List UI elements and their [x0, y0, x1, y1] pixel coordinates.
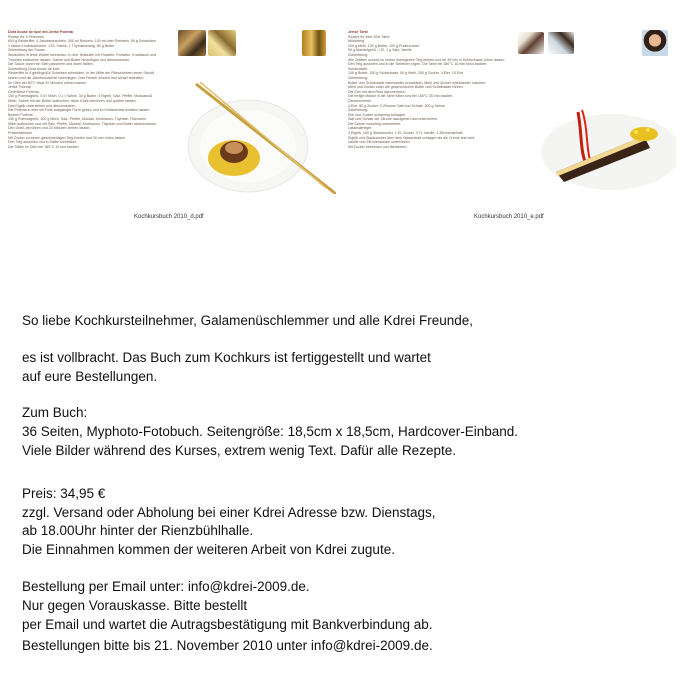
recipe-text-line: Zubereitung der Sauce:: [8, 48, 46, 53]
recipe-text-line: Die Polenta in eine mit Folie ausgelegte Form geben und im Kühlschrank erkalten lassen.: [8, 108, 151, 113]
ingredients-photo-2: [208, 30, 236, 56]
recipe-text-line: Zubereitung:: [348, 75, 369, 80]
recipe-text-line: Mit Zucker zu einem geschmeidigen Teig kneten und 30 min ruhen lassen.: [8, 135, 127, 140]
order-line-1: Bestellung per Email unter: info@kdrei-2009.de.: [22, 578, 310, 594]
plated-dessert-photo-e: [516, 64, 676, 194]
recipe-text-line: Mehl und Zucker unter die geschmolzene Butter und Schokolade rühren.: [348, 85, 464, 90]
recipe-text-line: setzen und die Jakobsmuschel hineinlegen. Das Fleisch würzen und scharf anbraten.: [8, 75, 144, 80]
plated-dish-photo-d: [176, 60, 336, 194]
recipe-text-line: Die Sahne vorsichtig unterheben.: [348, 121, 402, 126]
recipe-text-line: 150 g Polentagrieß, 300 g Milch, Salz, Pfeffer, Muskat, Knoblauch, Thymian, Rosmarin: [8, 117, 146, 122]
recipe-text-line: Saft und Schale der Zitrone dazugeben und unterrühren.: [348, 117, 439, 122]
recipe-text-line: Die Stäbe im Ofen bei 180°C 10 min backen.: [8, 144, 80, 149]
order-line-3: per Email und wartet die Autragsbestätigung mit Bankverbindung ab.: [22, 616, 433, 632]
recipe-text-line: Beeten Polenta: [8, 112, 33, 117]
recipe-text-line: Zubereitung Dora bouse de luxe:: [8, 66, 61, 71]
recipe-text-line: Vanille und Zitronenschale unterrühren.: [348, 140, 411, 145]
announce-line-1: es ist vollbracht. Das Buch zum Kochkurs ist fertiggestellt und wartet: [22, 349, 431, 365]
ingredients-photo-1: [178, 30, 206, 56]
recipe-text-line: Schokotarte: [348, 66, 368, 71]
recipe-text-line: Butter und Schokolade miteinander schmelzen. Mehl und Zucker miteinander mischen.: [348, 80, 487, 85]
recipe-text-line: Zubereitung:: [348, 52, 369, 57]
book-line-2: Viele Bilder während des Kurses, extrem wenig Text. Dafür alle Rezepte.: [22, 442, 456, 458]
shipping-line-2: ab 18.00Uhr hinter der Rienzbühlhalle.: [22, 523, 254, 539]
deadline-line: Bestellungen bitte bis 21. November 2010 unter info@kdrei-2009.de.: [22, 638, 433, 654]
recipe-text-line: Milch aufkochen und mit Salz, Pfeffer, Muskat, Knoblauch, Thymian und Butter abschmecken.: [8, 121, 158, 126]
recipe-text-line: Die Eier mit dem Rest dazunehmen.: [348, 89, 406, 94]
recipe-text-line: Rinderfilet in 4 gleichgroße Scheiben schneiden. In der Mitte der Filetscheiben einen Schnitt: [8, 71, 155, 76]
book-line-1: 36 Seiten, Myphoto-Fotobuch. Seitengröße: 18,5cm x 18,5cm, Hardcover-Einband.: [22, 424, 519, 440]
ingredients-photo-3: [302, 30, 326, 56]
pdf-thumbnail-e[interactable]: [346, 24, 676, 199]
recipe-text-line: Schalotten in feine Würfel schneiden. In drei Teilstufen mit Rotwein, Portwein, Knoblauch und: [8, 52, 157, 57]
recipe-text-line: Im Ofen bei 80°C etwa 20 Minuten ziehen lassen.: [8, 80, 87, 85]
recipe-text-line: Thymian einkochen lassen. Sahne und Butter hinzufügen und abschmecken.: [8, 57, 131, 62]
price-line: Preis: 34,95 €: [22, 485, 106, 501]
recipe-text-line: Lakkeuleriegel: [348, 126, 372, 131]
order-line-2: Nur gegen Vorauskasse. Bitte bestellt: [22, 597, 248, 613]
recipe-text-line: Den Teig ausrollen und in die Tarteform legen. Die Tarte bei 180°C 15 min blind backen.: [348, 62, 488, 67]
recipe-text-line: Zubereitung:: [348, 108, 369, 113]
book-heading: Zum Buch:: [22, 405, 88, 421]
ingredients-photo-4: [518, 32, 544, 54]
pdf-caption-d: Kochkursbuch 2010_d.pdf: [134, 214, 204, 220]
recipe-text-line: Milch, Sahne mit der Butter aufkochen, dann Gries einrühren und quellen lassen.: [8, 98, 137, 103]
recipe-text-e: [348, 30, 513, 149]
recipe-text-line: 150 g Polentagrieß, 0,5 l Milch, 0,1 l Sahne, 30 g Butter, 4 Eigelb, Salz, Pfeffer, Muskatnuß: [8, 94, 153, 99]
recipe-text-line: Den Teig ausrollen und in Stäbe schneiden.: [8, 140, 78, 145]
recipe-text-line: 3 Eigelb, 150 g Staubzucker, 1 EL Zucker, 3 TL Vanille, 1 Zitronenschale: [348, 131, 463, 136]
recipe-text-line: Rezept für 4 Personen: [8, 34, 44, 39]
recipe-text-line: Das Eigelb unterziehen und abschmecken.: [8, 103, 77, 108]
recipe-text-line: Präsentationen: [8, 131, 33, 136]
recipe-text-line: Den Grieß einrühren und 20 Minuten ziehen lassen.: [8, 126, 91, 131]
recipe-text-line: Die Sauce durch ein Sieb passieren und warm halten.: [8, 62, 94, 67]
recipe-text-line: Dora bouse de luxe mit Jerisé Polenta: [8, 30, 73, 34]
shipping-line-1: zzgl. Versand oder Abholung bei einer Kdrei Adresse bzw. Dienstags,: [22, 504, 436, 520]
ingredients-photo-5: [548, 32, 574, 54]
recipe-text-line: Eigelb und Staubzucker über dem Wasserbad schlagen bis die Creme fest wird.: [348, 135, 476, 140]
recipe-text-line: Zitronencreme: [348, 98, 372, 103]
recipe-text-line: 100 g Butter, 150 g Schokolade, 50 g Mehl, 300 g Zucker, 4 Eier, 10 Eier: [348, 71, 464, 76]
announce-line-2: auf eure Bestellungen.: [22, 368, 158, 384]
recipe-text-line: Die fertige Masse in die Tarte füllen und bei 160°C 35 min backen.: [348, 94, 454, 99]
recipe-text-line: 1 kleine Knoblauchzehe, 1 EL Sahne, 1 Thymianzweig, 80 g Butter: [8, 43, 115, 48]
recipe-text-line: 200 g Mehl, 100 g Butter, 100 g Puderzucker: [348, 43, 420, 48]
recipe-text-line: Jerisé Polenta: [8, 85, 31, 90]
recipe-text-line: Gelenkene Polenta:: [8, 89, 40, 94]
recipe-text-line: Alle Zutaten schnell zu einem homogenen Teig kneten und für 30 min in Kühlschrank ruhen lassen.: [348, 57, 506, 62]
recipe-text-line: 50 g Mandelgrieß, 1 Ei, 1 g Salz, Vanille: [348, 48, 412, 53]
chef-portrait-photo: [642, 30, 668, 56]
recipe-text-line: Rezept für eine 20er Tarte: [348, 34, 390, 39]
recipe-text-line: 4 Eier, 80 g Zucker, 2 Zitronen Saft und Schale, 300 g Sahne: [348, 103, 445, 108]
recipe-text-line: Eier und Zucker schaumig schlagen.: [348, 112, 407, 117]
recipe-text-line: 600 g Rinderfilet, 4 Jakobsmuscheln, 300 ml Rotwein, 100 ml roter Portwein, 50 g Schalotten: [8, 39, 156, 44]
greeting-line: So liebe Kochkursteilnehmer, Galamenüschlemmer und alle Kdrei Freunde,: [22, 313, 473, 328]
recipe-text-line: Mit Zucker bestreuen und flambieren.: [348, 144, 408, 149]
announcement-text: [22, 312, 662, 656]
recipe-text-line: Jerisé Tarte: [348, 30, 368, 34]
recipe-text-line: Mürbeteig: [348, 39, 364, 44]
recipe-text-d: [8, 30, 173, 149]
pdf-caption-e: Kochkursbuch 2010_e.pdf: [474, 214, 544, 220]
shipping-line-3: Die Einnahmen kommen der weiteren Arbeit von Kdrei zugute.: [22, 542, 395, 558]
pdf-thumbnail-d[interactable]: [6, 24, 336, 199]
